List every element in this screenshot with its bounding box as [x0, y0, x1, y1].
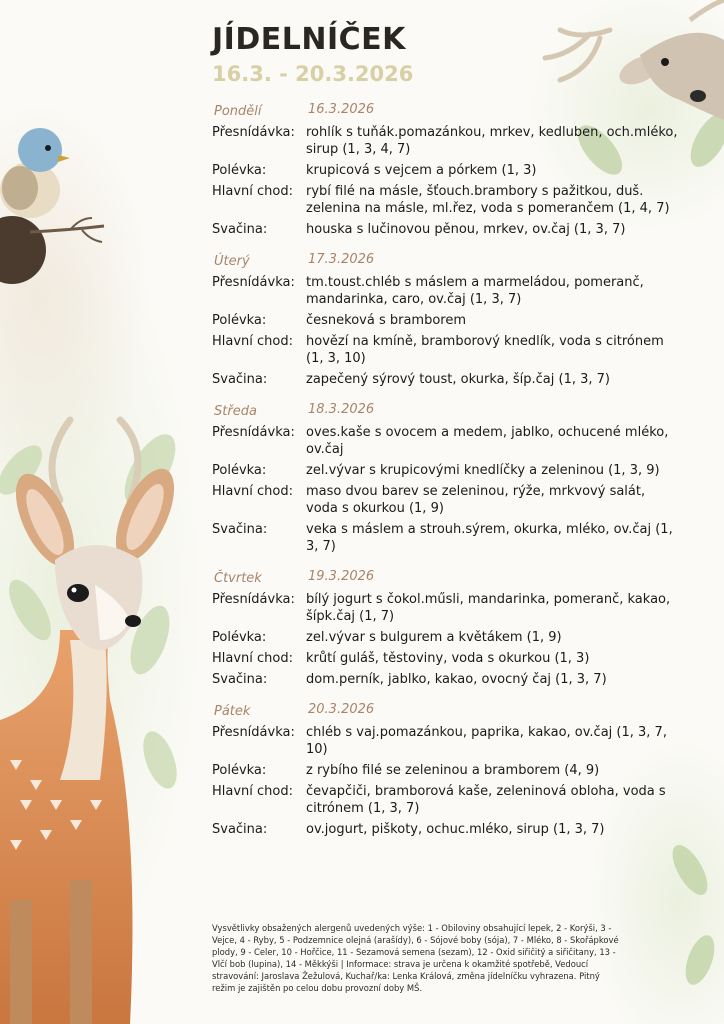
meal-row: [212, 521, 682, 555]
meal-row: [212, 650, 682, 667]
day-header: [212, 402, 682, 422]
meal-text: čevapčiči, bramborová kaše, zeleninová obloha, voda s citrónem (1, 3, 7): [306, 784, 666, 816]
meal-label: Polévka:: [212, 313, 267, 328]
meal-row: [212, 183, 682, 217]
day-section: [212, 102, 682, 238]
meal-label: Přesnídávka:: [212, 592, 295, 607]
day-name: Čtvrtek: [214, 571, 262, 586]
meal-label: Polévka:: [212, 630, 267, 645]
meal-row: [212, 424, 682, 458]
day-name: Pátek: [214, 704, 251, 719]
meal-row: [212, 124, 682, 158]
page-title: JÍDELNÍČEK: [212, 22, 406, 57]
allergen-legend: Vysvětlivky obsažených alergenů uvedených výše: 1 - Obiloviny obsahující lepek, 2 - Korýši, 3 - Vejce, 4 - Ryby, 5 - Podzemnice olejná (arašídy), 6 - Sójové boby (sója), 7 - Mléko, 8 - Skořápkové plody, 9 - Celer, 10 - Hořčice, 11 - Sezamová semena (sezam), 12 - Oxid siřičitý a siřičitany, 13 - Vlčí bob (lupina), 14 - Měkkýši | Informace: strava je určena k okamžité spotřebě, Vedoucí stravování: Jaroslava Žežulová, Kuchař/ka: Lenka Králová, změna jídelníčku vyhrazena. Pitný režim je zajištěn po celou dobu provozní doby MŠ.: [212, 923, 619, 993]
meal-text: krůtí guláš, těstoviny, voda s okurkou (1, 3): [306, 651, 590, 666]
meal-text: houska s lučinovou pěnou, mrkev, ov.čaj (1, 3, 7): [306, 222, 626, 237]
day-section: [212, 402, 682, 555]
meal-row: [212, 462, 682, 479]
meal-label: Svačina:: [212, 822, 268, 837]
day-header: [212, 102, 682, 122]
meal-text: z rybího filé se zeleninou a bramborem (4, 9): [306, 763, 600, 778]
day-name: Úterý: [214, 254, 250, 269]
meal-label: Hlavní chod:: [212, 784, 294, 799]
meal-text: bílý jogurt s čokol.műsli, mandarinka, pomeranč, kakao, šípk.čaj (1, 7): [306, 592, 671, 624]
meal-label: Hlavní chod:: [212, 651, 294, 666]
meal-text: česneková s bramborem: [306, 313, 467, 328]
day-name: Pondělí: [214, 104, 262, 119]
day-date: 19.3.2026: [308, 569, 375, 584]
meal-text: zel.vývar s bulgurem a květákem (1, 9): [306, 630, 562, 645]
meal-text: veka s máslem a strouh.sýrem, okurka, mléko, ov.čaj (1, 3, 7): [306, 522, 673, 554]
menu-content: [212, 22, 682, 838]
meal-label: Svačina:: [212, 372, 268, 387]
meal-label: Přesnídávka:: [212, 125, 295, 140]
meal-label: Polévka:: [212, 463, 267, 478]
meal-row: [212, 274, 682, 308]
date-range: 16.3. - 20.3.2026: [212, 62, 414, 86]
day-section: [212, 702, 682, 838]
meal-row: [212, 221, 682, 238]
day-date: 18.3.2026: [308, 402, 375, 417]
meal-text: zel.vývar s krupicovými knedlíčky a zeleninou (1, 3, 9): [306, 463, 660, 478]
day-section: [212, 569, 682, 688]
meal-text: zapečený sýrový toust, okurka, šíp.čaj (1, 3, 7): [306, 372, 610, 387]
day-header: [212, 569, 682, 589]
meal-text: dom.perník, jablko, kakao, ovocný čaj (1, 3, 7): [306, 672, 607, 687]
meal-label: Polévka:: [212, 763, 267, 778]
meal-row: [212, 783, 682, 817]
day-section: [212, 252, 682, 388]
meal-label: Přesnídávka:: [212, 275, 295, 290]
meal-row: [212, 629, 682, 646]
day-header: [212, 252, 682, 272]
meal-text: rohlík s tuňák.pomazánkou, mrkev, kedluben, och.mléko, sirup (1, 3, 4, 7): [306, 125, 678, 157]
meal-row: [212, 312, 682, 329]
meal-text: rybí filé na másle, šťouch.brambory s pažitkou, duš. zelenina na másle, ml.řez, voda s pomerančem (1, 4, 7): [306, 184, 670, 216]
meal-text: hovězí na kmíně, bramborový knedlík, voda s citrónem (1, 3, 10): [306, 334, 664, 366]
meal-row: [212, 671, 682, 688]
meal-row: [212, 591, 682, 625]
day-date: 17.3.2026: [308, 252, 375, 267]
meal-row: [212, 724, 682, 758]
meal-label: Hlavní chod:: [212, 484, 294, 499]
meal-text: ov.jogurt, piškoty, ochuc.mléko, sirup (1, 3, 7): [306, 822, 605, 837]
meal-row: [212, 821, 682, 838]
meal-label: Svačina:: [212, 222, 268, 237]
meal-row: [212, 162, 682, 179]
meal-label: Svačina:: [212, 522, 268, 537]
meal-label: Svačina:: [212, 672, 268, 687]
day-name: Středa: [214, 404, 257, 419]
meal-text: chléb s vaj.pomazánkou, paprika, kakao, ov.čaj (1, 3, 7, 10): [306, 725, 667, 757]
day-date: 20.3.2026: [308, 702, 375, 717]
meal-row: [212, 371, 682, 388]
meal-text: krupicová s vejcem a pórkem (1, 3): [306, 163, 537, 178]
meal-label: Hlavní chod:: [212, 334, 294, 349]
meal-label: Přesnídávka:: [212, 425, 295, 440]
meal-row: [212, 762, 682, 779]
meal-label: Hlavní chod:: [212, 184, 294, 199]
meal-text: maso dvou barev se zeleninou, rýže, mrkvový salát, voda s okurkou (1, 9): [306, 484, 646, 516]
meal-row: [212, 333, 682, 367]
day-date: 16.3.2026: [308, 102, 375, 117]
meal-label: Přesnídávka:: [212, 725, 295, 740]
day-header: [212, 702, 682, 722]
meal-text: oves.kaše s ovocem a medem, jablko, ochucené mléko, ov.čaj: [306, 425, 669, 457]
meal-label: Polévka:: [212, 163, 267, 178]
meal-text: tm.toust.chléb s máslem a marmeládou, pomeranč, mandarinka, caro, ov.čaj (1, 3, 7): [306, 275, 644, 307]
meal-row: [212, 483, 682, 517]
